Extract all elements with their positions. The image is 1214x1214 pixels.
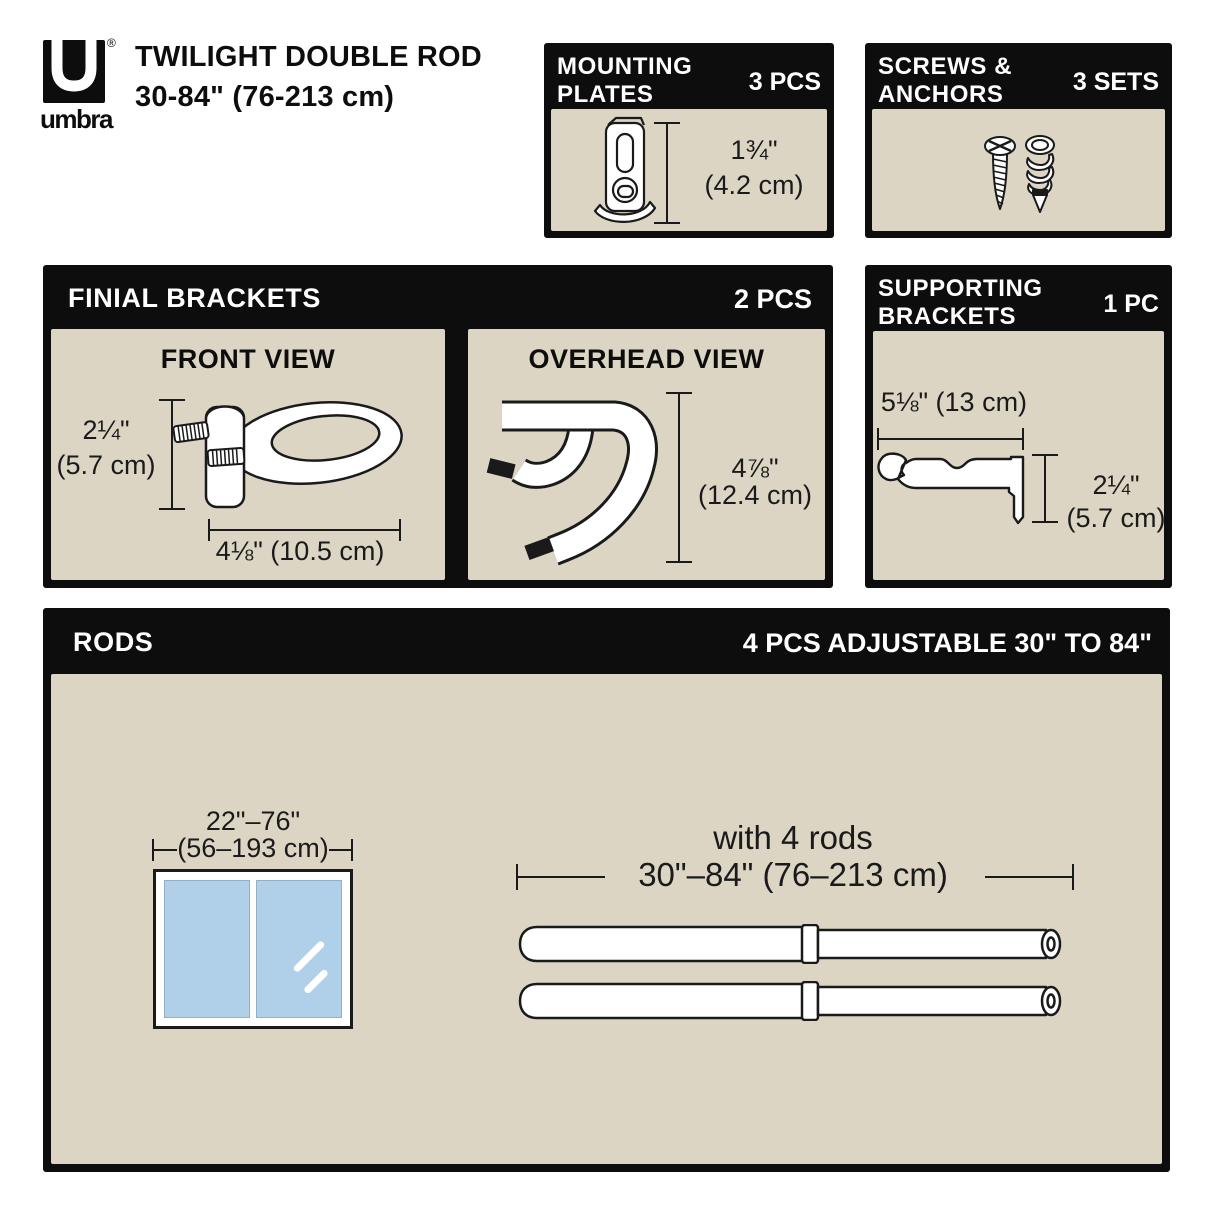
product-title-line1: TWILIGHT DOUBLE ROD xyxy=(135,41,482,73)
quantity-badge: 4 PCS ADJUSTABLE 30" TO 84" xyxy=(742,628,1152,658)
window-pane-right xyxy=(256,880,342,1018)
quantity-badge: 3 PCS xyxy=(748,68,821,96)
panel-finial-brackets xyxy=(43,265,833,588)
panel-title: SCREWS & xyxy=(878,53,1013,80)
quantity-badge: 3 SETS xyxy=(1072,68,1159,96)
panel-mounting-plates xyxy=(544,43,834,238)
dim-line xyxy=(678,393,680,563)
mounting-plate-icon xyxy=(592,115,660,229)
dim-label-cm: (12.4 cm) xyxy=(697,480,813,510)
dim-line xyxy=(985,876,1073,878)
dim-label-width: 4⅛" (10.5 cm) xyxy=(215,536,385,566)
dim-label-cm: (5.7 cm) xyxy=(56,450,156,480)
panel-title: FINIAL BRACKETS xyxy=(68,283,322,313)
glass-shine xyxy=(292,940,325,973)
panel-title: BRACKETS xyxy=(878,303,1017,330)
window-pane-left xyxy=(164,880,250,1018)
dim-line xyxy=(878,438,1024,440)
dim-label-inches: 2¼" xyxy=(82,415,130,445)
finial-front-view-box xyxy=(51,329,445,580)
registered-mark: ® xyxy=(107,36,116,50)
panel-supporting-brackets xyxy=(865,265,1172,588)
finial-bracket-front-icon xyxy=(156,393,411,525)
wall-anchor-icon xyxy=(1023,134,1057,214)
window-range-inches: 22"–76" xyxy=(205,806,301,836)
dim-line xyxy=(209,529,401,531)
telescoping-rod-icon xyxy=(517,981,1073,1021)
panel-title: SUPPORTING xyxy=(878,275,1043,302)
dim-line-cap xyxy=(1072,864,1074,890)
dim-line xyxy=(517,876,605,878)
view-label: OVERHEAD VIEW xyxy=(528,344,765,374)
dim-label-inches: 2¼" xyxy=(1092,470,1140,500)
window-range-cm: (56–193 cm) xyxy=(177,833,329,863)
dim-label-inches: 4⅞" xyxy=(731,453,779,483)
panel-screws-anchors xyxy=(865,43,1172,238)
dim-label-cm: (5.7 cm) xyxy=(1066,503,1166,533)
dim-line-cap xyxy=(666,561,692,563)
panel-title: ANCHORS xyxy=(878,81,1004,108)
dim-line xyxy=(329,849,353,851)
panel-rods xyxy=(43,608,1170,1172)
dim-label-inches: 1¾" xyxy=(730,135,778,165)
rods-range: 30"–84" (76–213 cm) xyxy=(638,856,948,893)
supporting-bracket-icon xyxy=(876,451,1026,527)
telescoping-rod-icon xyxy=(517,924,1073,964)
glass-shine xyxy=(303,968,329,994)
panel-title: RODS xyxy=(73,627,154,657)
panel-body xyxy=(51,674,1162,1164)
screw-icon xyxy=(981,135,1019,213)
rods-note: with 4 rods xyxy=(713,819,873,856)
quantity-badge: 2 PCS xyxy=(733,284,812,314)
brand-header xyxy=(0,0,540,150)
dim-line-cap xyxy=(654,222,680,224)
dim-line xyxy=(1044,455,1046,523)
umbra-logo-icon xyxy=(43,40,105,103)
dim-line xyxy=(666,123,668,223)
dim-line-cap xyxy=(1032,521,1058,523)
finial-bracket-overhead-icon xyxy=(486,389,671,574)
finial-overhead-view-box xyxy=(468,329,825,580)
panel-title: MOUNTING xyxy=(557,53,693,80)
dim-line xyxy=(153,849,177,851)
quantity-badge: 1 PC xyxy=(1103,290,1159,318)
dim-label-width: 5⅛" (13 cm) xyxy=(880,387,1028,417)
umbra-wordmark: umbra xyxy=(40,104,112,134)
dim-line-cap xyxy=(1022,428,1024,450)
window-icon xyxy=(153,869,353,1029)
panel-title: PLATES xyxy=(557,81,654,108)
view-label: FRONT VIEW xyxy=(160,344,336,374)
product-title-line2: 30-84" (76-213 cm) xyxy=(135,81,395,113)
dim-line-cap xyxy=(351,839,353,861)
dim-label-cm: (4.2 cm) xyxy=(704,170,804,200)
